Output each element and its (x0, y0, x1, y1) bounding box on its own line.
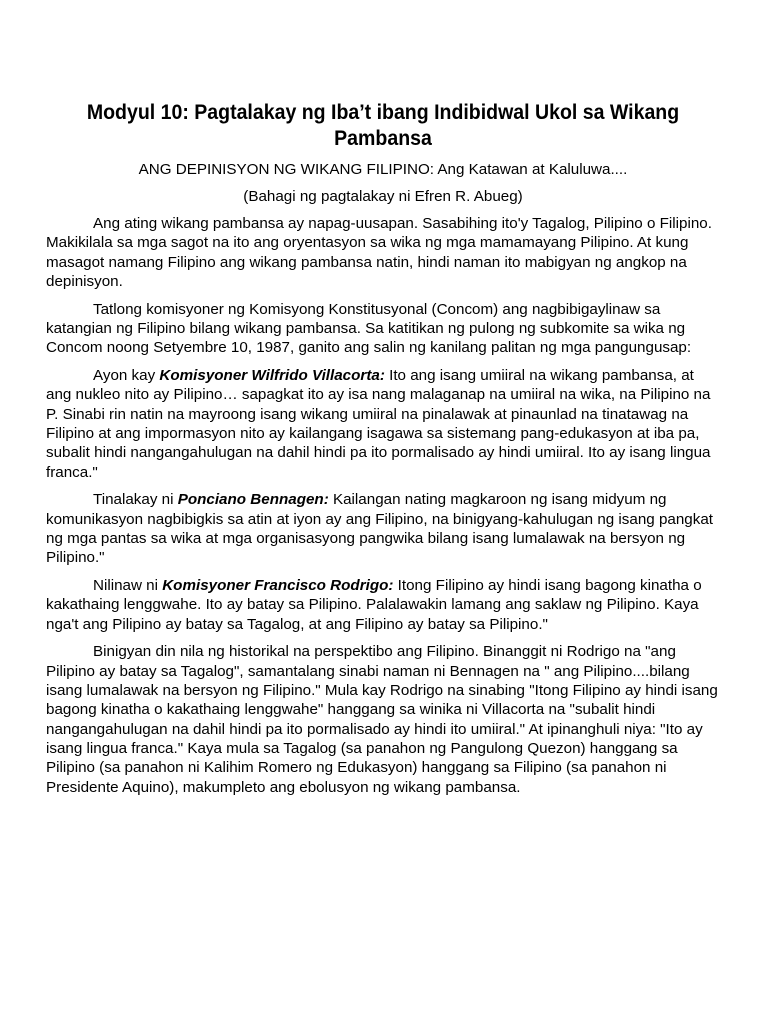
paragraph-text: Ito ang isang umiiral na wikang pambansa, at ang nukleo nito ay Pilipino… sapagkat ito ay isa nang malaganap na umiiral na wika, na Pilipino na P. Sinabi rin natin na mayroong isang wikang umiiral na pinalawak at pinaunlad na tinatawag na Filipino at ang impormasyon nito ay kailangang isagawa sa sistemang pang-edukasyon at iba pa, subalit hindi nangangahulugan na dahil hindi pa ito pormalisado ay hindi umiiral. Ito ay isang lingua franca." (46, 367, 711, 481)
paragraph-6: Binigyan din nila ng historikal na perspektibo ang Filipino. Binanggit ni Rodrigo na "ang Pilipino ay batay sa Tagalog", samantalang sinabi naman ni Bennagen na " ang Pilipino....bilang isang lumalawak na bersyon ng Filipino." Mula kay Rodrigo na sinabing "Itong Filipino ay hindi isang bagong kinatha o kakathaing lenggwahe" hanggang sa winika ni Villacorta na "subalit hindi nangangahulugan na dahil hindi pa ito pormalisado ay hindi ito umiiral." At ipinanghuli niya: "Ito ay isang lingua franca." Kaya mula sa Tagalog (sa panahon ng Pangulong Quezon) hanggang sa Pilipino (sa panahon ni Kalihim Romero ng Edukasyon) hanggang sa Filipino (sa panahon ni Presidente Aquino), makumpleto ang ebolusyon ng wikang pambansa. (46, 643, 718, 796)
paragraph-lead: Tinalakay ni (93, 491, 178, 509)
paragraph-lead: Nilinaw ni (93, 577, 163, 595)
paragraph-rodrigo (46, 576, 720, 634)
paragraph-villacorta (46, 366, 720, 482)
paragraph-text: Kailangan nating magkaroon ng isang midyum ng komunikasyon nagbibigkis sa atin at iyon ay ang Filipino, na binigyang-kahulugan ng isang pangkat ng mga pantas sa wika at mga organisasyong pangwika bilang isang lumalawak na bersyon ng Pilipino." (46, 491, 714, 567)
paragraph-1: Ang ating wikang pambansa ay napag-uusapan. Sasabihing ito'y Tagalog, Pilipino o Filipino. Makikilala sa mga sagot na ito ang oryentasyon sa wika ng mga mamamayang Pilipino. At kung masagot namang Filipino ang wikang pambansa natin, hindi naman ito mabigyan ng angkop na depinisyon. (46, 215, 712, 290)
paragraph-2: Tatlong komisyoner ng Komisyong Konstitusyonal (Concom) ang nagbibigaylinaw sa katangian ng Filipino bilang wikang pambansa. Sa katitikan ng pulong ng subkomite sa wika ng Concom noong Setyembre 10, 1987, ganito ang salin ng kanilang palitan ng mga pangungusap: (46, 300, 692, 357)
page-title: Modyul 10: Pagtalakay ng Iba’t ibang Indibidwal Ukol sa Wikang Pambansa (86, 101, 680, 150)
paragraph-text: Itong Filipino ay hindi isang bagong kinatha o kakathaing lenggwahe. Ito ay batay sa Pilipino. Palalawakin lamang ang saklaw ng Pilipino. Kaya nga't ang Pilipino ay batay sa Tagalog, at ang Filipino ay batay sa Pilipino." (46, 577, 702, 633)
speaker-bennagen: Ponciano Bennagen: (177, 491, 329, 509)
speaker-rodrigo: Komisyoner Francisco Rodrigo: (162, 577, 394, 595)
speaker-villacorta: Komisyoner Wilfrido Villacorta: (159, 367, 385, 385)
document-page (46, 100, 720, 805)
byline: (Bahagi ng pagtalakay ni Efren R. Abueg) (243, 188, 523, 205)
section-subtitle: ANG DEPINISYON NG WIKANG FILIPINO: Ang Katawan at Kaluluwa.... (138, 161, 628, 178)
paragraph-lead: Ayon kay (93, 367, 160, 385)
paragraph-bennagen (46, 490, 720, 567)
